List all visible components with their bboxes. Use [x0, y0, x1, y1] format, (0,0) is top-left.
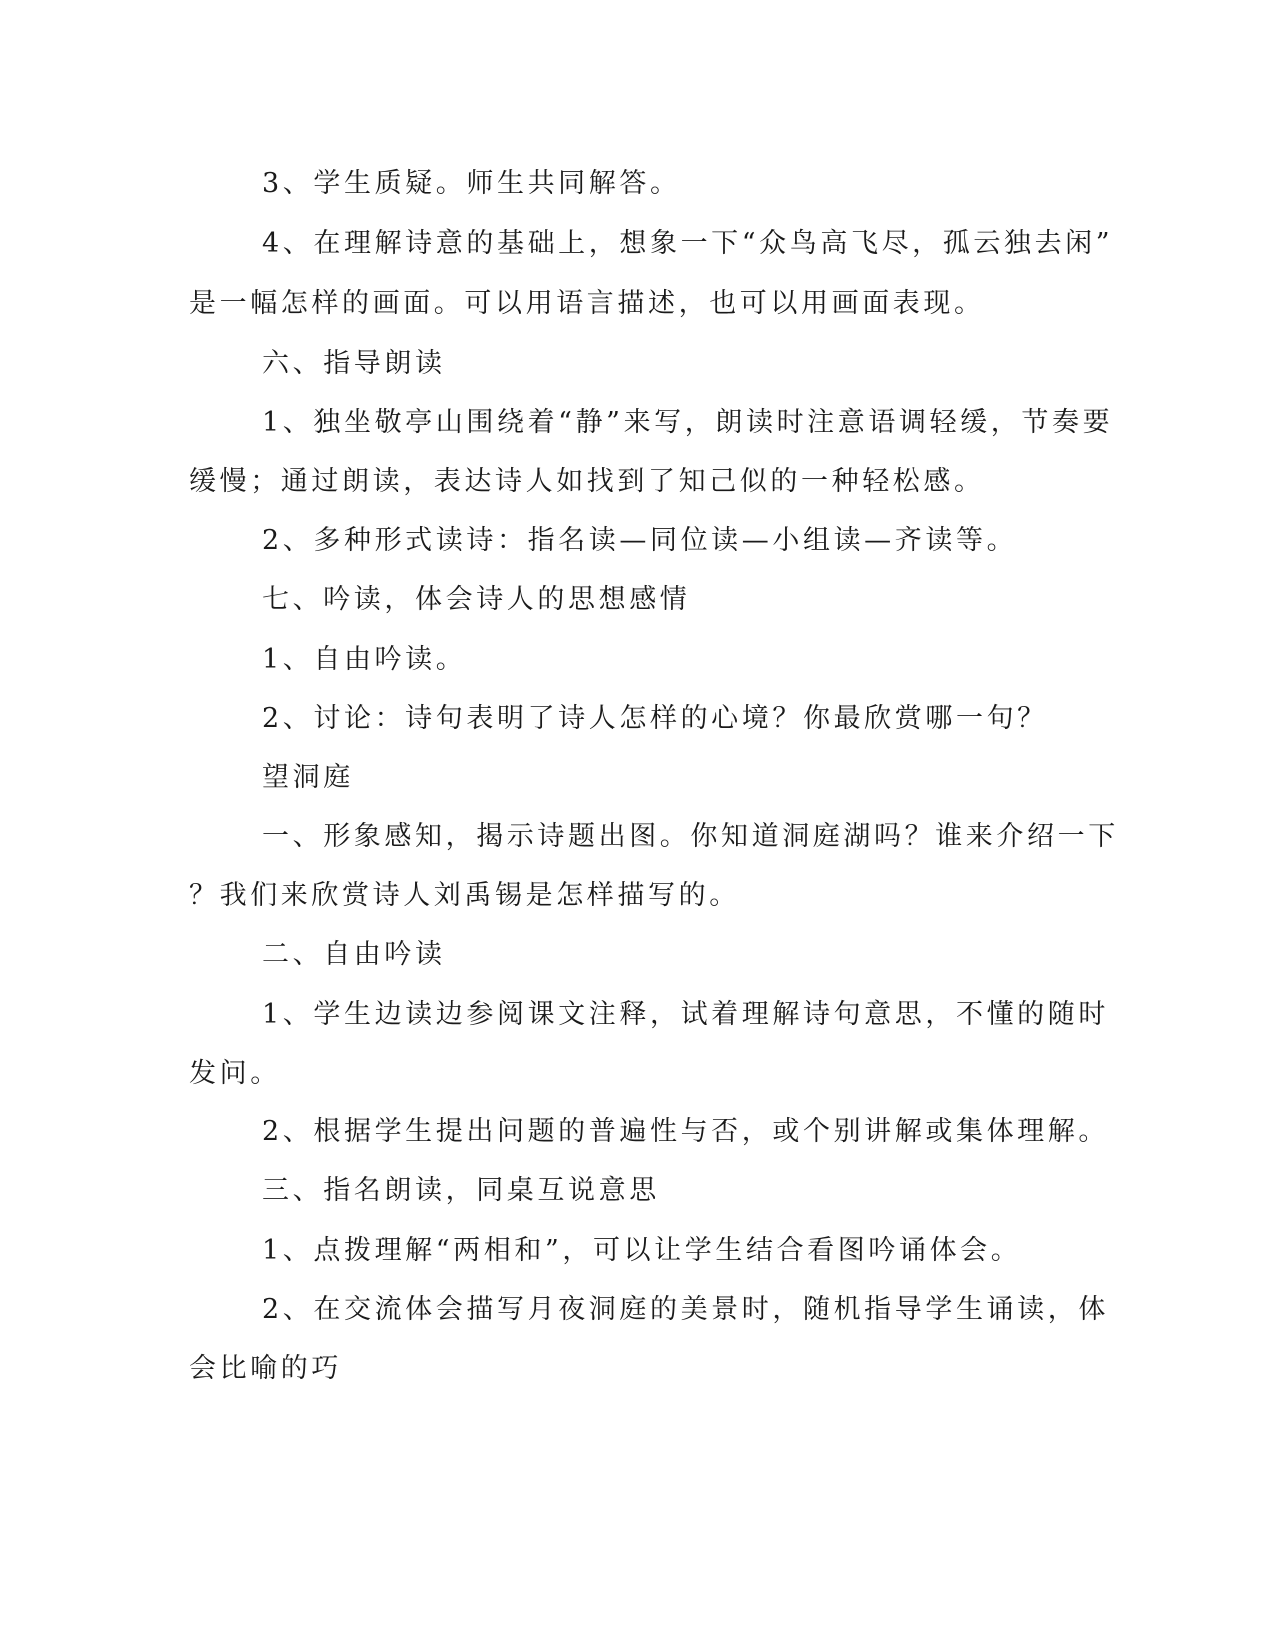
text-line: 会比喻的巧 — [189, 1353, 342, 1384]
section-heading: 二、自由吟读 — [262, 939, 446, 970]
text-line: 是一幅怎样的画面。可以用语言描述，也可以用画面表现。 — [189, 288, 985, 319]
poem-title: 望洞庭 — [262, 762, 354, 793]
text-line: 2、根据学生提出问题的普遍性与否，或个别讲解或集体理解。 — [262, 1116, 1109, 1147]
text-line: 3、学生质疑。师生共同解答。 — [262, 168, 681, 199]
text-line: 发问。 — [189, 1058, 281, 1089]
text-line: 1、自由吟读。 — [262, 644, 467, 675]
text-line: ？我们来欣赏诗人刘禹锡是怎样描写的。 — [189, 880, 740, 911]
text-line: 2、讨论：诗句表明了诗人怎样的心境？你最欣赏哪一句？ — [262, 703, 1048, 734]
section-heading: 七、吟读，体会诗人的思想感情 — [262, 584, 691, 615]
text-line: 1、点拨理解“两相和”，可以让学生结合看图吟诵体会。 — [262, 1235, 1022, 1266]
text-line: 缓慢；通过朗读，表达诗人如找到了知己似的一种轻松感。 — [189, 466, 985, 497]
text-line: 1、独坐敬亭山围绕着“静”来写，朗读时注意语调轻缓，节奏要 — [262, 407, 1114, 438]
text-line: 2、在交流体会描写月夜洞庭的美景时，随机指导学生诵读，体 — [262, 1294, 1109, 1325]
text-line: 1、学生边读边参阅课文注释，试着理解诗句意思，不懂的随时 — [262, 999, 1109, 1030]
text-line: 2、多种形式读诗：指名读—同位读—小组读—齐读等。 — [262, 525, 1018, 556]
text-line: 一、形象感知，揭示诗题出图。你知道洞庭湖吗？谁来介绍一下 — [262, 821, 1119, 852]
section-heading: 六、指导朗读 — [262, 348, 446, 379]
text-line: 4、在理解诗意的基础上，想象一下“众鸟高飞尽，孤云独去闲” — [262, 228, 1114, 259]
section-heading: 三、指名朗读，同桌互说意思 — [262, 1175, 660, 1206]
